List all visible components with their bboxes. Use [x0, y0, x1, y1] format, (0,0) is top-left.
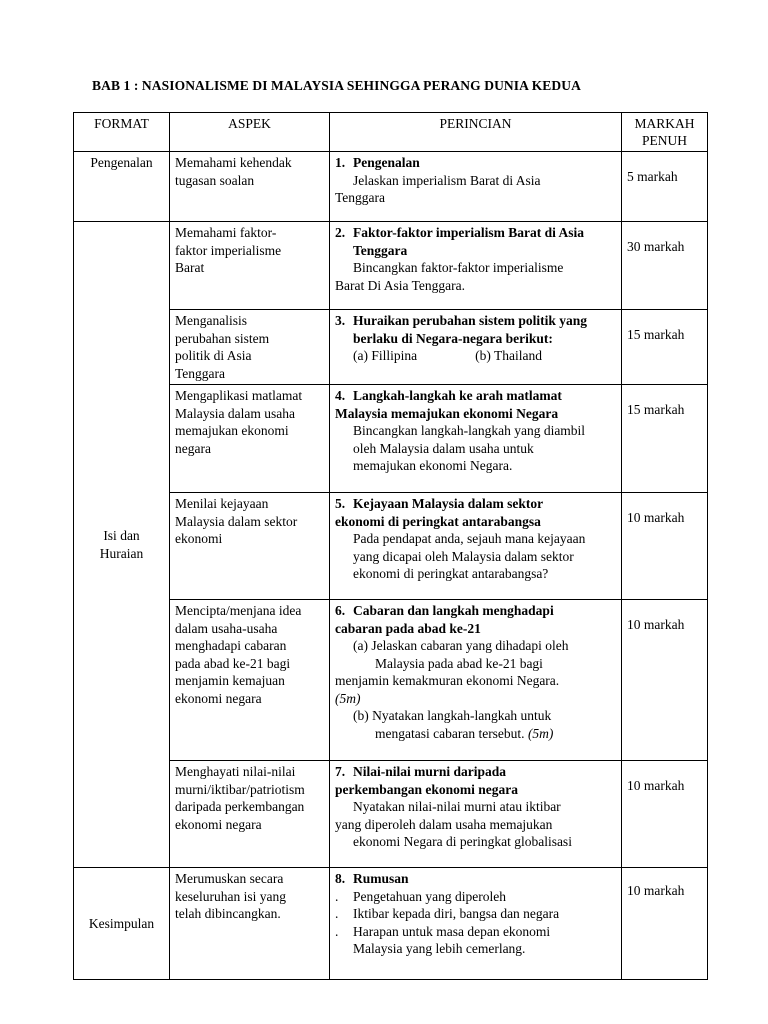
header-perincian: PERINCIAN: [330, 113, 622, 152]
perincian-cell: 4. Langkah-langkah ke arah matlamat Malaysia memajukan ekonomi Negara Bincangkan langkah-langkah yang diambil oleh Malaysia dalam usaha untuk memajukan ekonomi Negara.: [330, 385, 622, 493]
format-cell-pengenalan: Pengenalan: [74, 152, 170, 222]
markah-cell: 5 markah: [622, 152, 708, 222]
format-cell-kesimpulan: Kesimpulan: [74, 868, 170, 980]
perincian-cell: 5. Kejayaan Malaysia dalam sektor ekonomi di peringkat antarabangsa Pada pendapat anda, sejauh mana kejayaan yang dicapai oleh Malaysia dalam sektor ekonomi di peringkat antarabangsa?: [330, 493, 622, 600]
aspek-cell: Memahami faktor- faktor imperialisme Barat: [170, 222, 330, 310]
markah-cell: 10 markah: [622, 600, 708, 761]
aspek-cell: Mengaplikasi matlamat Malaysia dalam usaha memajukan ekonomi negara: [170, 385, 330, 493]
perincian-cell: 1. Pengenalan Jelaskan imperialism Barat di Asia Tenggara: [330, 152, 622, 222]
aspek-cell: Memahami kehendak tugasan soalan: [170, 152, 330, 222]
markah-cell: 15 markah: [622, 385, 708, 493]
format-cell-isi-huraian: Isi dan Huraian: [74, 222, 170, 868]
perincian-cell: 8. Rumusan . Pengetahuan yang diperoleh . Iktibar kepada diri, bangsa dan negara . Harapan untuk masa depan ekonomi Malaysia yang lebih cemerlang.: [330, 868, 622, 980]
aspek-cell: Merumuskan secara keseluruhan isi yang telah dibincangkan.: [170, 868, 330, 980]
table-row: [74, 385, 708, 493]
table-row: [74, 600, 708, 761]
markah-cell: 10 markah: [622, 761, 708, 868]
document-title: BAB 1 : NASIONALISME DI MALAYSIA SEHINGGA PERANG DUNIA KEDUA: [92, 78, 581, 93]
header-aspek: ASPEK: [170, 113, 330, 152]
perincian-cell: 7. Nilai-nilai murni daripada perkembangan ekonomi negara Nyatakan nilai-nilai murni atau iktibar yang diperoleh dalam usaha memajukan ekonomi Negara di peringkat globalisasi: [330, 761, 622, 868]
list-item: . Iktibar kepada diri, bangsa dan negara: [335, 906, 560, 921]
perincian-cell: 6. Cabaran dan langkah menghadapi cabaran pada abad ke-21 (a) Jelaskan cabaran yang dihadapi oleh Malaysia pada abad ke-21 bagi menjamin kemakmuran ekonomi Negara. (5m) (b) Nyatakan langkah-langkah untuk mengatasi cabaran tersebut. (5m): [330, 600, 622, 761]
list-item: . Pengetahuan yang diperoleh: [335, 888, 506, 904]
markah-cell: 30 markah: [622, 222, 708, 310]
markah-cell: 15 markah: [622, 310, 708, 385]
aspek-cell: Menganalisis perubahan sistem politik di Asia Tenggara: [170, 310, 330, 385]
markah-cell: 10 markah: [622, 493, 708, 600]
aspek-cell: Menghayati nilai-nilai murni/iktibar/patriotism daripada perkembangan ekonomi negara: [170, 761, 330, 868]
table-row: [74, 493, 708, 600]
header-markah: MARKAH PENUH: [622, 113, 708, 152]
markah-cell: 10 markah: [622, 868, 708, 980]
aspek-cell: Mencipta/menjana idea dalam usaha-usaha menghadapi cabaran pada abad ke-21 bagi menjamin kemajuan ekonomi negara: [170, 600, 330, 761]
perincian-cell: 3. Huraikan perubahan sistem politik yang berlaku di Negara-negara berikut: (a) Fillipina (b) Thailand: [330, 310, 622, 385]
rubric-table: [73, 112, 708, 980]
table-row: [74, 222, 708, 310]
table-row: [74, 868, 708, 980]
table-row: [74, 310, 708, 385]
perincian-cell: 2. Faktor-faktor imperialism Barat di Asia Tenggara Bincangkan faktor-faktor imperialisme Barat Di Asia Tenggara.: [330, 222, 622, 310]
table-header-row: [74, 113, 708, 152]
table-row: [74, 152, 708, 222]
header-format: FORMAT: [74, 113, 170, 152]
table-row: [74, 761, 708, 868]
aspek-cell: Menilai kejayaan Malaysia dalam sektor ekonomi: [170, 493, 330, 600]
list-item: . Harapan untuk masa depan ekonomi: [335, 923, 551, 939]
